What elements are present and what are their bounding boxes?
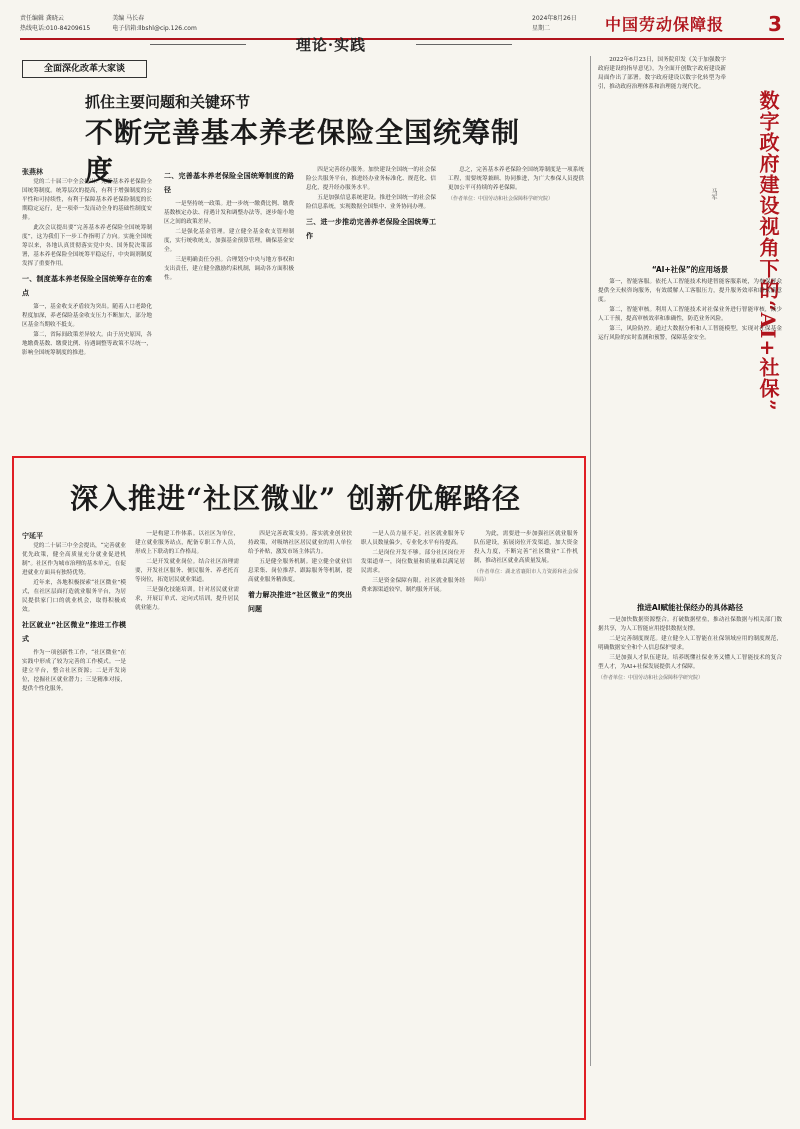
masthead-contact [112, 14, 197, 36]
paragraph: 一是加快数据资源整合。打破数据壁垒，推动社保数据与相关部门数据共享，为人工智能应用提供数据支撑。 [598, 617, 782, 632]
section-ornament-right [416, 44, 512, 45]
masthead-phone: 热线电话:010-84209615 [20, 25, 91, 32]
article-b-col-3 [248, 530, 352, 1110]
paragraph: 二是完善制度规范。建立健全人工智能在社保领域应用的制度规范，明确数据安全和个人信息保护要求。 [598, 636, 782, 651]
article-c-subhead-1: “AI+社保”的应用场景 [651, 265, 729, 274]
column-divider [590, 56, 591, 1066]
article-a-col-1 [22, 166, 152, 452]
paragraph: 二是开发就业岗位。结合社区治理需要，开发社区服务、便民服务、养老托育等岗位，拓宽居民就业渠道。 [135, 559, 239, 583]
masthead-staff [20, 14, 90, 36]
masthead [20, 14, 784, 36]
article-b-body [22, 530, 578, 1110]
page-number: 3 [768, 12, 782, 36]
paragraph: 三是强化技能培训。针对居民就业需求，开展订单式、定向式培训，提升居民就业能力。 [135, 587, 239, 611]
masthead-email: 电子信箱:llbshl@cip.126.com [112, 25, 197, 32]
paragraph: 第一，基金收支矛盾较为突出。随着人口老龄化程度加深，养老保险基金收支压力不断加大，部分地区基金当期收不抵支。 [22, 304, 152, 328]
paragraph: 四是完善政策支持。落实就业创业扶持政策，对吸纳社区居民就业的用人单位给予补贴，激发市场主体活力。 [248, 531, 352, 555]
article-a-body [22, 166, 584, 452]
article-a-col-3 [306, 166, 436, 452]
article-b-col-2 [135, 530, 239, 1110]
paragraph: 2022年6月23日，国务院印发《关于加强数字政府建设的指导意见》，为全面开创数字政府建设新局面作出了部署。数字政府建设以数字化转型为牵引，推动政府治理体系和治理能力现代化。 [598, 57, 726, 90]
article-a-subhead-3: 三、进一步推动完善养老保险全国统筹工作 [306, 218, 436, 240]
paragraph: 五是健全服务机制。建立健全就业信息采集、岗位推荐、跟踪服务等机制，提高就业服务精准度。 [248, 559, 352, 583]
article-b-author-note: （作者单位：湖北省襄阳市人力资源和社会保障局） [474, 569, 578, 583]
masthead-editor: 责任编辑 龚晓云 [20, 15, 64, 22]
paragraph: 第二，智能审核。利用人工智能技术对社保业务进行智能审核，减少人工干预，提高审核效率和准确性，防范业务风险。 [598, 307, 782, 322]
article-b-byline: 宁延平 [22, 532, 43, 540]
masthead-weekday: 星期二 [532, 25, 551, 32]
article-a-byline: 张燕林 [22, 168, 43, 176]
article-a-col-4 [448, 166, 584, 452]
paragraph: 作为一项创新性工作，“社区微业”在实践中形成了较为完善的工作模式。一是建立平台，整合社区资源；二是开发岗位，挖掘社区就业潜力；三是精准对接，提供个性化服务。 [22, 650, 126, 692]
paragraph: 一是坚持统一政策。进一步统一缴费比例、缴费基数核定办法、待遇计发和调整办法等，逐步缩小地区之间的政策差异。 [164, 201, 294, 225]
article-c-subhead-2: 推进AI赋能社保经办的具体路径 [636, 603, 744, 612]
series-tag: 全面深化改革大家谈 [22, 60, 147, 78]
paragraph: 总之，完善基本养老保险全国统筹制度是一项系统工程，需要统筹兼顾、协同推进，为广大参保人员提供更加公平可持续的养老保障。 [448, 167, 584, 191]
paragraph: 三是资金保障有限。社区就业服务经费来源渠道较窄，制约服务开展。 [361, 578, 465, 593]
masthead-date: 2024年8月26日 [532, 15, 577, 22]
article-a-subhead-2: 二、完善基本养老保险全国统筹制度的路径 [164, 172, 294, 194]
paragraph: 第一，智能客服。依托人工智能技术构建智能客服系统，为参保群众提供全天候咨询服务，有效缓解人工客服压力，提升服务效率和群众满意度。 [598, 279, 782, 303]
paragraph: 第二，省际间政策差异较大。由于历史原因，各地缴费基数、缴费比例、待遇调整等政策不尽统一，影响全国统筹制度的推进。 [22, 332, 152, 356]
article-b-subhead-2: 着力解决推进“社区微业”的突出问题 [248, 591, 352, 613]
masthead-date-block [532, 14, 577, 34]
paragraph: 第三，风险防控。通过大数据分析和人工智能模型，实现对社保基金运行风险的实时监测和预警，保障基金安全。 [598, 326, 782, 341]
paragraph: 近年来，各地积极探索“社区微业”模式，在社区层面打造就业服务平台，为居民提供家门口的就业机会，取得积极成效。 [22, 580, 126, 613]
article-c-author-note: （作者单位：中国劳动和社会保障科学研究院） [598, 675, 704, 681]
article-a-col-2 [164, 166, 294, 452]
article-a-subhead-1: 一、制度基本养老保险全国统筹存在的难点 [22, 275, 152, 297]
masthead-proof: 美编 马长春 [112, 15, 145, 22]
article-b-subhead-1: 社区就业“社区微业”推进工作模式 [22, 621, 126, 643]
paragraph: 三是加强人才队伍建设。培养既懂社保业务又懂人工智能技术的复合型人才，为AI+社保发展提供人才保障。 [598, 655, 782, 670]
section-title: 理论·实践 [295, 36, 367, 54]
article-a-author-note: （作者单位：中国劳动和社会保障科学研究院） [448, 196, 554, 202]
paragraph: 三是明确责任分担。合理划分中央与地方事权和支出责任，建立健全激励约束机制，调动各方面积极性。 [164, 257, 294, 281]
article-b-col-5 [474, 530, 578, 1110]
paragraph: 党的二十届三中全会提出：完善基本养老保险全国统筹制度。统筹层次的提高，有利于增强制度的公平性和可持续性，有利于保障基本养老保险制度的长期稳定运行，是一项牵一发而动全身的基础性制度安排。 [22, 179, 152, 221]
paragraph: 此次会议提出要“完善基本养老保险全国统筹制度”，这为我们下一步工作指明了方向。实施全国统筹以来，各地认真贯彻落实党中央、国务院决策部署，基本养老保险全国统筹平稳运行，中央调剂制度发挥了重要作用。 [22, 225, 152, 267]
article-c-intro [598, 56, 726, 92]
paragraph: 一是构建工作体系。以社区为单位，建立就业服务站点，配备专职工作人员，形成上下联动的工作格局。 [135, 531, 239, 555]
article-b-col-4 [361, 530, 465, 1110]
article-c-body-2 [598, 600, 782, 1110]
paragraph: 二是强化基金管理。建立健全基金收支管理制度，实行统收统支，加强基金预算管理，确保基金安全。 [164, 229, 294, 253]
section-ornament-left [150, 44, 246, 45]
article-c-headline: 数字政府建设视角下的“AI+社保” [756, 90, 780, 412]
article-b-col-1 [22, 530, 126, 1110]
article-b-headline: 深入推进“社区微业” 创新优解路径 [70, 482, 521, 515]
paragraph: 党的二十届三中全会提出，“完善就业优先政策，健全高质量充分就业促进机制”。社区作为城市治理的基本单元，在促进就业方面具有独特优势。 [22, 543, 126, 576]
paragraph: 二是岗位开发不够。部分社区岗位开发渠道单一，岗位数量和质量难以满足居民需求。 [361, 550, 465, 574]
article-c-body-1 [598, 262, 782, 592]
article-a-headline: 不断完善基本养老保险全国统筹制度 [85, 116, 521, 187]
paragraph: 一是人员力量不足。社区就业服务专职人员数量偏少，专业化水平有待提高。 [361, 531, 465, 546]
article-a-kicker: 抓住主要问题和关键环节 [85, 93, 251, 111]
paragraph: 为此，需要进一步加强社区就业服务队伍建设，拓展岗位开发渠道，加大资金投入力度，不断完善“社区微业”工作机制，推动社区就业高质量发展。 [474, 531, 578, 564]
paragraph: 五是加强信息系统建设。推进全国统一的社会保险信息系统，实现数据全国集中、业务协同办理。 [306, 195, 436, 210]
paper-name: 中国劳动保障报 [605, 15, 725, 34]
paragraph: 四是完善经办服务。加快建设全国统一的社会保险公共服务平台，推进经办业务标准化、规范化、信息化，提升经办服务水平。 [306, 167, 436, 191]
article-c-author: 马军 [710, 188, 717, 200]
